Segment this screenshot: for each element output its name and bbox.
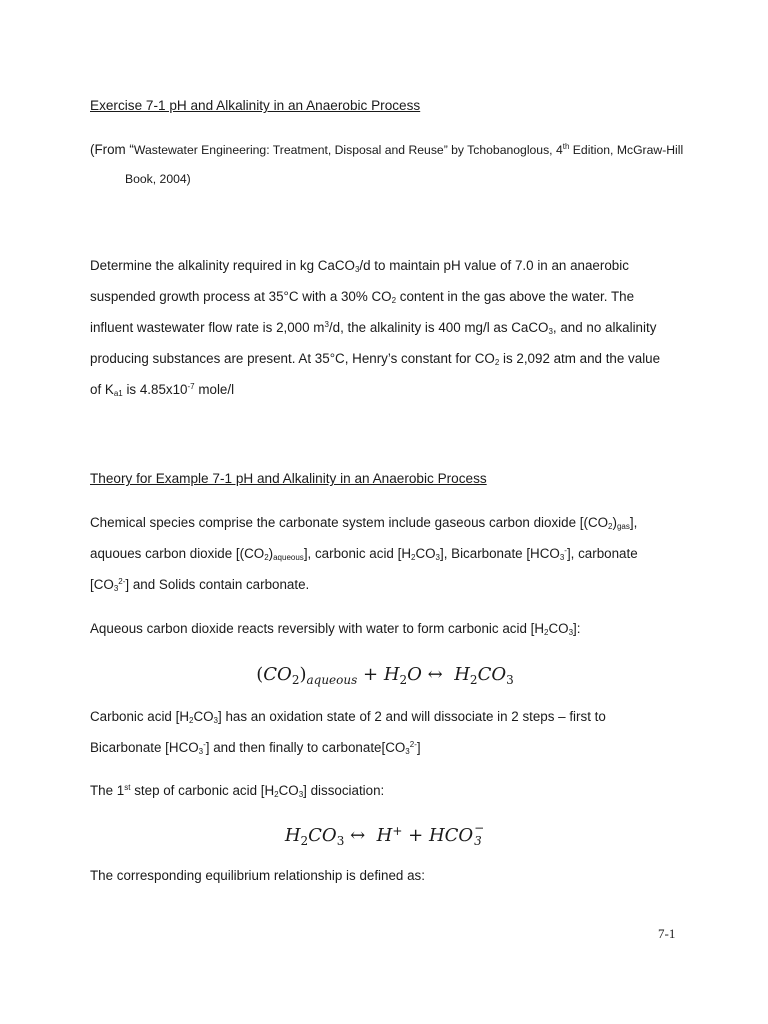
problem-line: suspended growth process at 35°C with a 30% $CO_2$ content in the gas above the water. The: [90, 289, 635, 305]
paragraph-line: Chemical species comprise the carbonate system include gaseous carbon dioxide $[(CO_2)_{gas}]$,: [90, 515, 638, 531]
equation-first-dissociation: $H_2CO_3$ ↔ H+ + HCO − 3: [284, 821, 485, 848]
equation-co2-hydration: $(CO_2)_{aqueous} + H_2O$ ↔ $H_2CO_3$: [256, 664, 514, 687]
paragraph-line: $[CO_3^{2-}]$ and Solids contain carbonate.: [90, 577, 310, 593]
source-citation-line1: (From “Wastewater Engineering: Treatment, Disposal and Reuse” by Tchobanoglous, 4th Edition, McGraw-Hill: [90, 142, 684, 157]
first-dissociation-paragraph: The 1st step of carbonic acid $[H_2CO_3]$ dissociation:: [90, 783, 385, 799]
aqueous-co2-paragraph: Aqueous carbon dioxide reacts reversibly with water to form carbonic acid $[H_2CO_3]$:: [90, 621, 581, 637]
problem-line: Determine the alkalinity required in kg CaCO$_3$/d to maintain pH value of 7.0 in an anaerobic: [90, 258, 629, 274]
exercise-title: Exercise 7-1 pH and Alkalinity in an Anaerobic Process: [90, 98, 421, 113]
theory-title: Theory for Example 7-1 pH and Alkalinity in an Anaerobic Process: [90, 471, 487, 486]
page-number: 7-1: [658, 926, 676, 941]
source-citation-line2: Book, 2004): [125, 172, 191, 186]
paragraph-line: Bicarbonate $[HCO_3^-]$ and then finally to $carbonate[CO_3^{2-}]$: [90, 740, 421, 756]
paragraph-line: Carbonic acid $[H_2CO_3]$ has an oxidation state of 2 and will dissociate in 2 steps – first to: [90, 709, 606, 725]
problem-line: of $K_{a1}$ is $4.85x10^{-7}$ mole/l: [90, 382, 235, 398]
paragraph-line: aquoues carbon dioxide $[(CO_2)_{aqueous}]$, carbonic acid $[H_2CO_3]$, Bicarbonate $[HCO_3^-]$, carbonate: [90, 546, 638, 562]
equilibrium-relationship-line: The corresponding equilibrium relationship is defined as:: [90, 868, 425, 883]
problem-line: producing substances are present. At 35°C, Henry’s constant for $CO_2$ is 2,092 atm and the value: [90, 351, 661, 367]
problem-line: influent wastewater flow rate is 2,000 $m^3/d$, the alkalinity is 400 mg/l as CaCO$_3$, and no alkalinity: [90, 320, 657, 336]
